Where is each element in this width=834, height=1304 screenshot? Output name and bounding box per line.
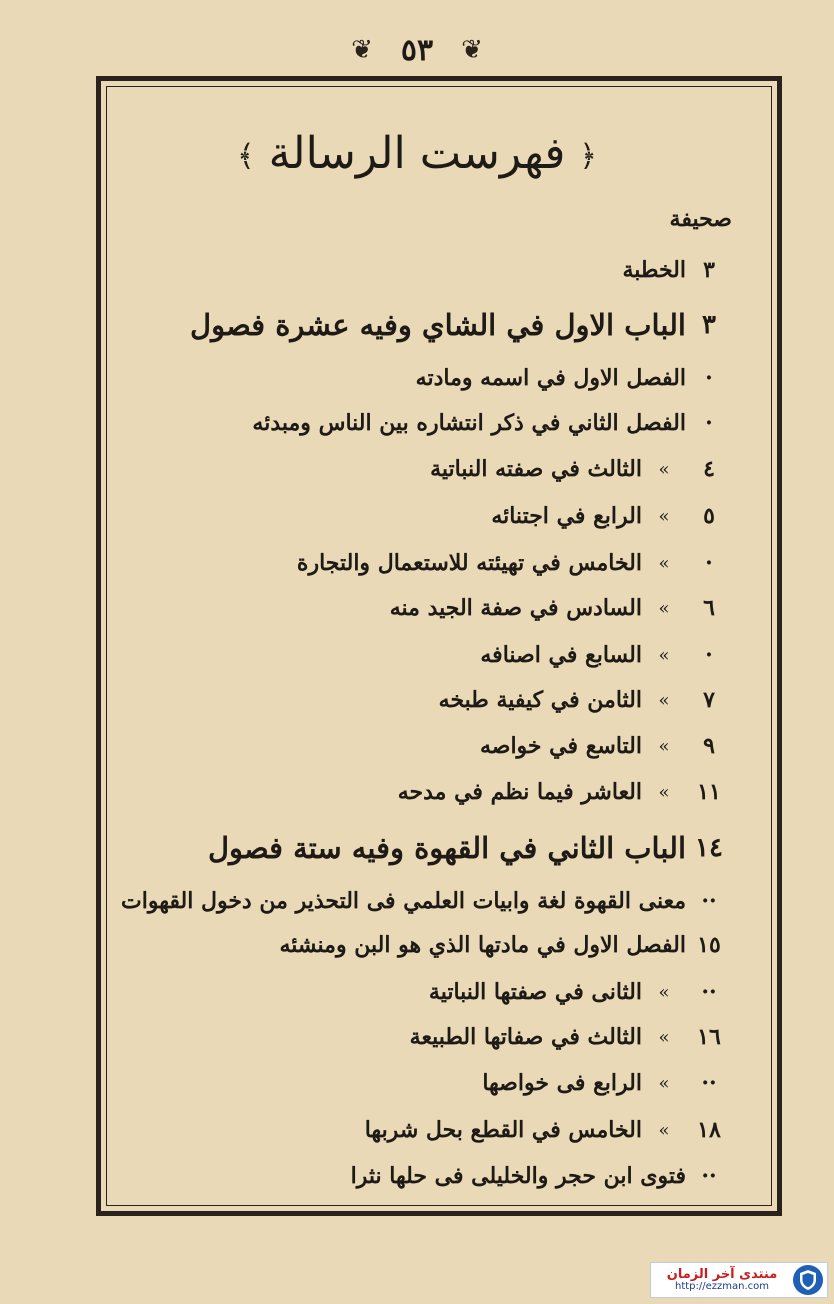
column-header-page: صحيفة [669,206,732,232]
entry-page: · [705,550,713,576]
entry-text: الثالث في صفاتها الطبيعة [409,1024,642,1050]
entry-page: · [705,365,713,391]
entry-text: معنى القهوة لغة وابيات العلمي فى التحذير من دخول القهوات [121,888,686,914]
entry-page: ١٤ [695,833,723,863]
title-bracket-right-icon: ﴿ [579,139,597,174]
toc-entry [121,879,732,923]
ditto-mark: » [658,597,670,619]
entry-page: · [705,410,713,436]
entry-text: الثالث في صفته النباتية [430,456,642,482]
entry-page: · [705,642,713,668]
entry-page: ٦ [703,595,715,621]
entry-text: الفصل الاول في اسمه ومادته [415,365,686,391]
toc-entry [152,770,732,814]
entry-text: الباب الاول في الشاي وفيه عشرة فصول [190,308,686,342]
toc-entry [152,356,732,400]
ditto-mark: » [658,505,670,527]
toc-entry [152,970,732,1014]
entry-text: الخامس في القطع بحل شربها [364,1117,642,1143]
entry-page: ١٦ [697,1024,721,1050]
toc-entry [152,1154,732,1198]
toc-entry [152,541,732,585]
page-number: ٥٣ [400,32,434,68]
toc-entry [152,1015,732,1059]
ditto-mark: » [658,1119,670,1141]
toc-entry [152,586,732,630]
entry-page: ٧ [703,687,715,713]
entry-text: الخامس في تهيئته للاستعمال والتجارة [296,550,642,576]
toc-entry [152,1061,732,1105]
entry-page: ١١ [697,779,721,805]
page-title [0,128,834,179]
entry-page: ٤ [703,456,715,482]
toc-entry [152,1108,732,1152]
ditto-mark: » [658,781,670,803]
title-text: فهرست الرسالة [268,128,566,179]
ditto-mark: » [658,689,670,711]
entry-page: ١٥ [697,932,721,958]
entry-page: ٥ [703,503,715,529]
ditto-mark: » [658,981,670,1003]
entry-page: ٩ [703,733,715,759]
entry-text: التاسع في خواصه [479,733,642,759]
entry-text: فتوى ابن حجر والخليلى فى حلها نثرا [350,1163,686,1189]
toc-entry [152,633,732,677]
entry-text: الرابع فى خواصها [482,1070,642,1096]
entry-text: الفصل الثاني في ذكر انتشاره بين الناس ومبدئه [252,410,686,436]
entry-text: الخطبة [622,257,686,283]
ditto-mark: » [658,735,670,757]
entry-text: السادس في صفة الجيد منه [389,595,642,621]
ornament-right-icon: ❦ [461,35,483,65]
entry-page: ·· [701,888,717,914]
entry-text: الثامن في كيفية طبخه [438,687,642,713]
entry-page: ٣ [702,310,716,340]
toc-entry [152,724,732,768]
entry-page: ·· [701,979,717,1005]
entry-text: العاشر فيما نظم في مدحه [397,779,642,805]
entry-text: السابع في اصنافه [480,642,642,668]
toc-chapter [152,826,732,870]
toc-entry [152,447,732,491]
entry-page: ·· [701,1163,717,1189]
watermark-badge[interactable] [650,1262,828,1298]
ditto-mark: » [658,1026,670,1048]
ornament-left-icon: ❦ [351,35,373,65]
toc-entry [152,678,732,722]
page-header [0,30,834,70]
title-bracket-left-icon: ﴾ [237,139,255,174]
watermark-text [651,1268,793,1292]
toc-entry [152,401,732,445]
entry-text: الثانى في صفتها النباتية [428,979,642,1005]
ditto-mark: » [658,1072,670,1094]
toc-entry [152,494,732,538]
watermark-title: منتدى آخر الزمان [666,1266,778,1282]
entry-page: ·· [701,1070,717,1096]
entry-page: ١٨ [697,1117,721,1143]
toc-chapter [152,303,732,347]
entry-page: ٣ [703,257,715,283]
shield-logo-icon [793,1265,823,1295]
toc-entry [152,248,732,292]
entry-text: الباب الثاني في القهوة وفيه ستة فصول [207,831,686,865]
ditto-mark: » [658,644,670,666]
ditto-mark: » [658,458,670,480]
entry-text: الرابع في اجتنائه [491,503,642,529]
toc-entry [152,923,732,967]
watermark-url: http://ezzman.com [674,1280,770,1292]
ditto-mark: » [658,552,670,574]
entry-text: الفصل الاول في مادتها الذي هو البن ومنشئه [279,932,686,958]
